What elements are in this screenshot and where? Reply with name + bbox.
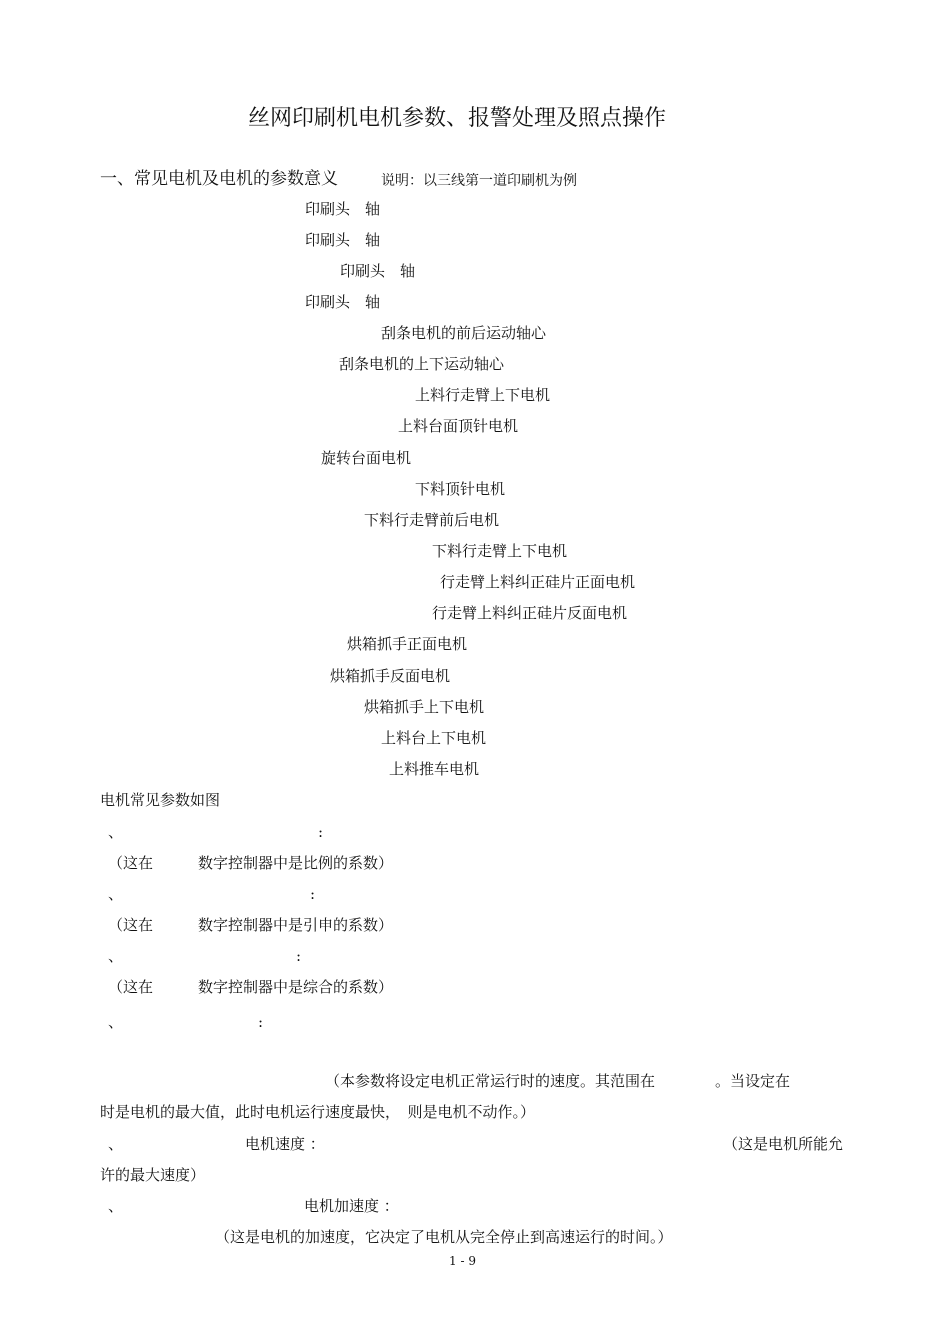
section-note: 说明：以三线第一道印刷机为例	[381, 173, 577, 189]
motor-item: 烘箱抓手上下电机	[364, 698, 485, 716]
params-intro: 电机常见参数如图	[100, 791, 221, 809]
motor-item: 下料顶针电机	[415, 480, 506, 498]
motor-item: 印刷头 轴	[305, 200, 381, 218]
motor-item: 上料推车电机	[389, 760, 480, 778]
param-1-marker: 、	[108, 823, 124, 841]
motor-item: 上料台上下电机	[381, 729, 487, 747]
param-3-desc: （这在 数字控制器中是综合的系数）	[108, 978, 394, 996]
motor-item: 下料行走臂前后电机	[364, 511, 500, 529]
param-6-desc: （这是电机的加速度，它决定了电机从完全停止到高速运行的时间。）	[215, 1228, 673, 1246]
param-3-colon: :	[296, 947, 302, 965]
param-4-marker: 、	[108, 1013, 124, 1031]
motor-item: 上料台面顶针电机	[398, 417, 519, 435]
page-number: 1 - 9	[449, 1254, 476, 1268]
param-2-desc: （这在 数字控制器中是引申的系数）	[108, 916, 394, 934]
motor-item: 烘箱抓手正面电机	[347, 635, 468, 653]
param-6-marker: 、	[108, 1197, 124, 1215]
motor-item: 刮条电机的前后运动轴心	[381, 324, 547, 342]
motor-item: 刮条电机的上下运动轴心	[339, 355, 505, 373]
section-heading: 一、常见电机及电机的参数意义	[100, 169, 338, 189]
motor-item: 行走臂上料纠正硅片正面电机	[440, 573, 636, 591]
motor-item: 旋转台面电机	[321, 449, 412, 467]
param-4-desc-line1: （本参数将设定电机正常运行时的速度。其范围在 。当设定在	[325, 1072, 791, 1090]
param-1-desc: （这在 数字控制器中是比例的系数）	[108, 854, 394, 872]
param-4-desc-line2: 时是电机的最大值，此时电机运行速度最快， 则是电机不动作。）	[100, 1103, 536, 1121]
param-1-colon: :	[318, 823, 324, 841]
param-6-label: 电机加速度 ：	[304, 1197, 399, 1215]
param-5-desc-line2: 许的最大速度）	[100, 1166, 206, 1184]
motor-item: 烘箱抓手反面电机	[330, 667, 451, 685]
motor-item: 下料行走臂上下电机	[432, 542, 568, 560]
param-3-marker: 、	[108, 947, 124, 965]
motor-item: 印刷头 轴	[305, 231, 381, 249]
param-4-colon: :	[258, 1013, 264, 1031]
param-5-desc-line1: （这是电机所能允	[723, 1135, 844, 1153]
document-title: 丝网印刷机电机参数、报警处理及照点操作	[248, 106, 667, 131]
motor-item: 上料行走臂上下电机	[415, 386, 551, 404]
motor-item: 印刷头 轴	[305, 293, 381, 311]
param-5-label: 电机速度 ：	[245, 1135, 325, 1153]
motor-item: 行走臂上料纠正硅片反面电机	[432, 604, 628, 622]
param-5-marker: 、	[108, 1135, 124, 1153]
motor-item: 印刷头 轴	[340, 262, 416, 280]
param-2-colon: :	[310, 885, 316, 903]
param-2-marker: 、	[108, 885, 124, 903]
